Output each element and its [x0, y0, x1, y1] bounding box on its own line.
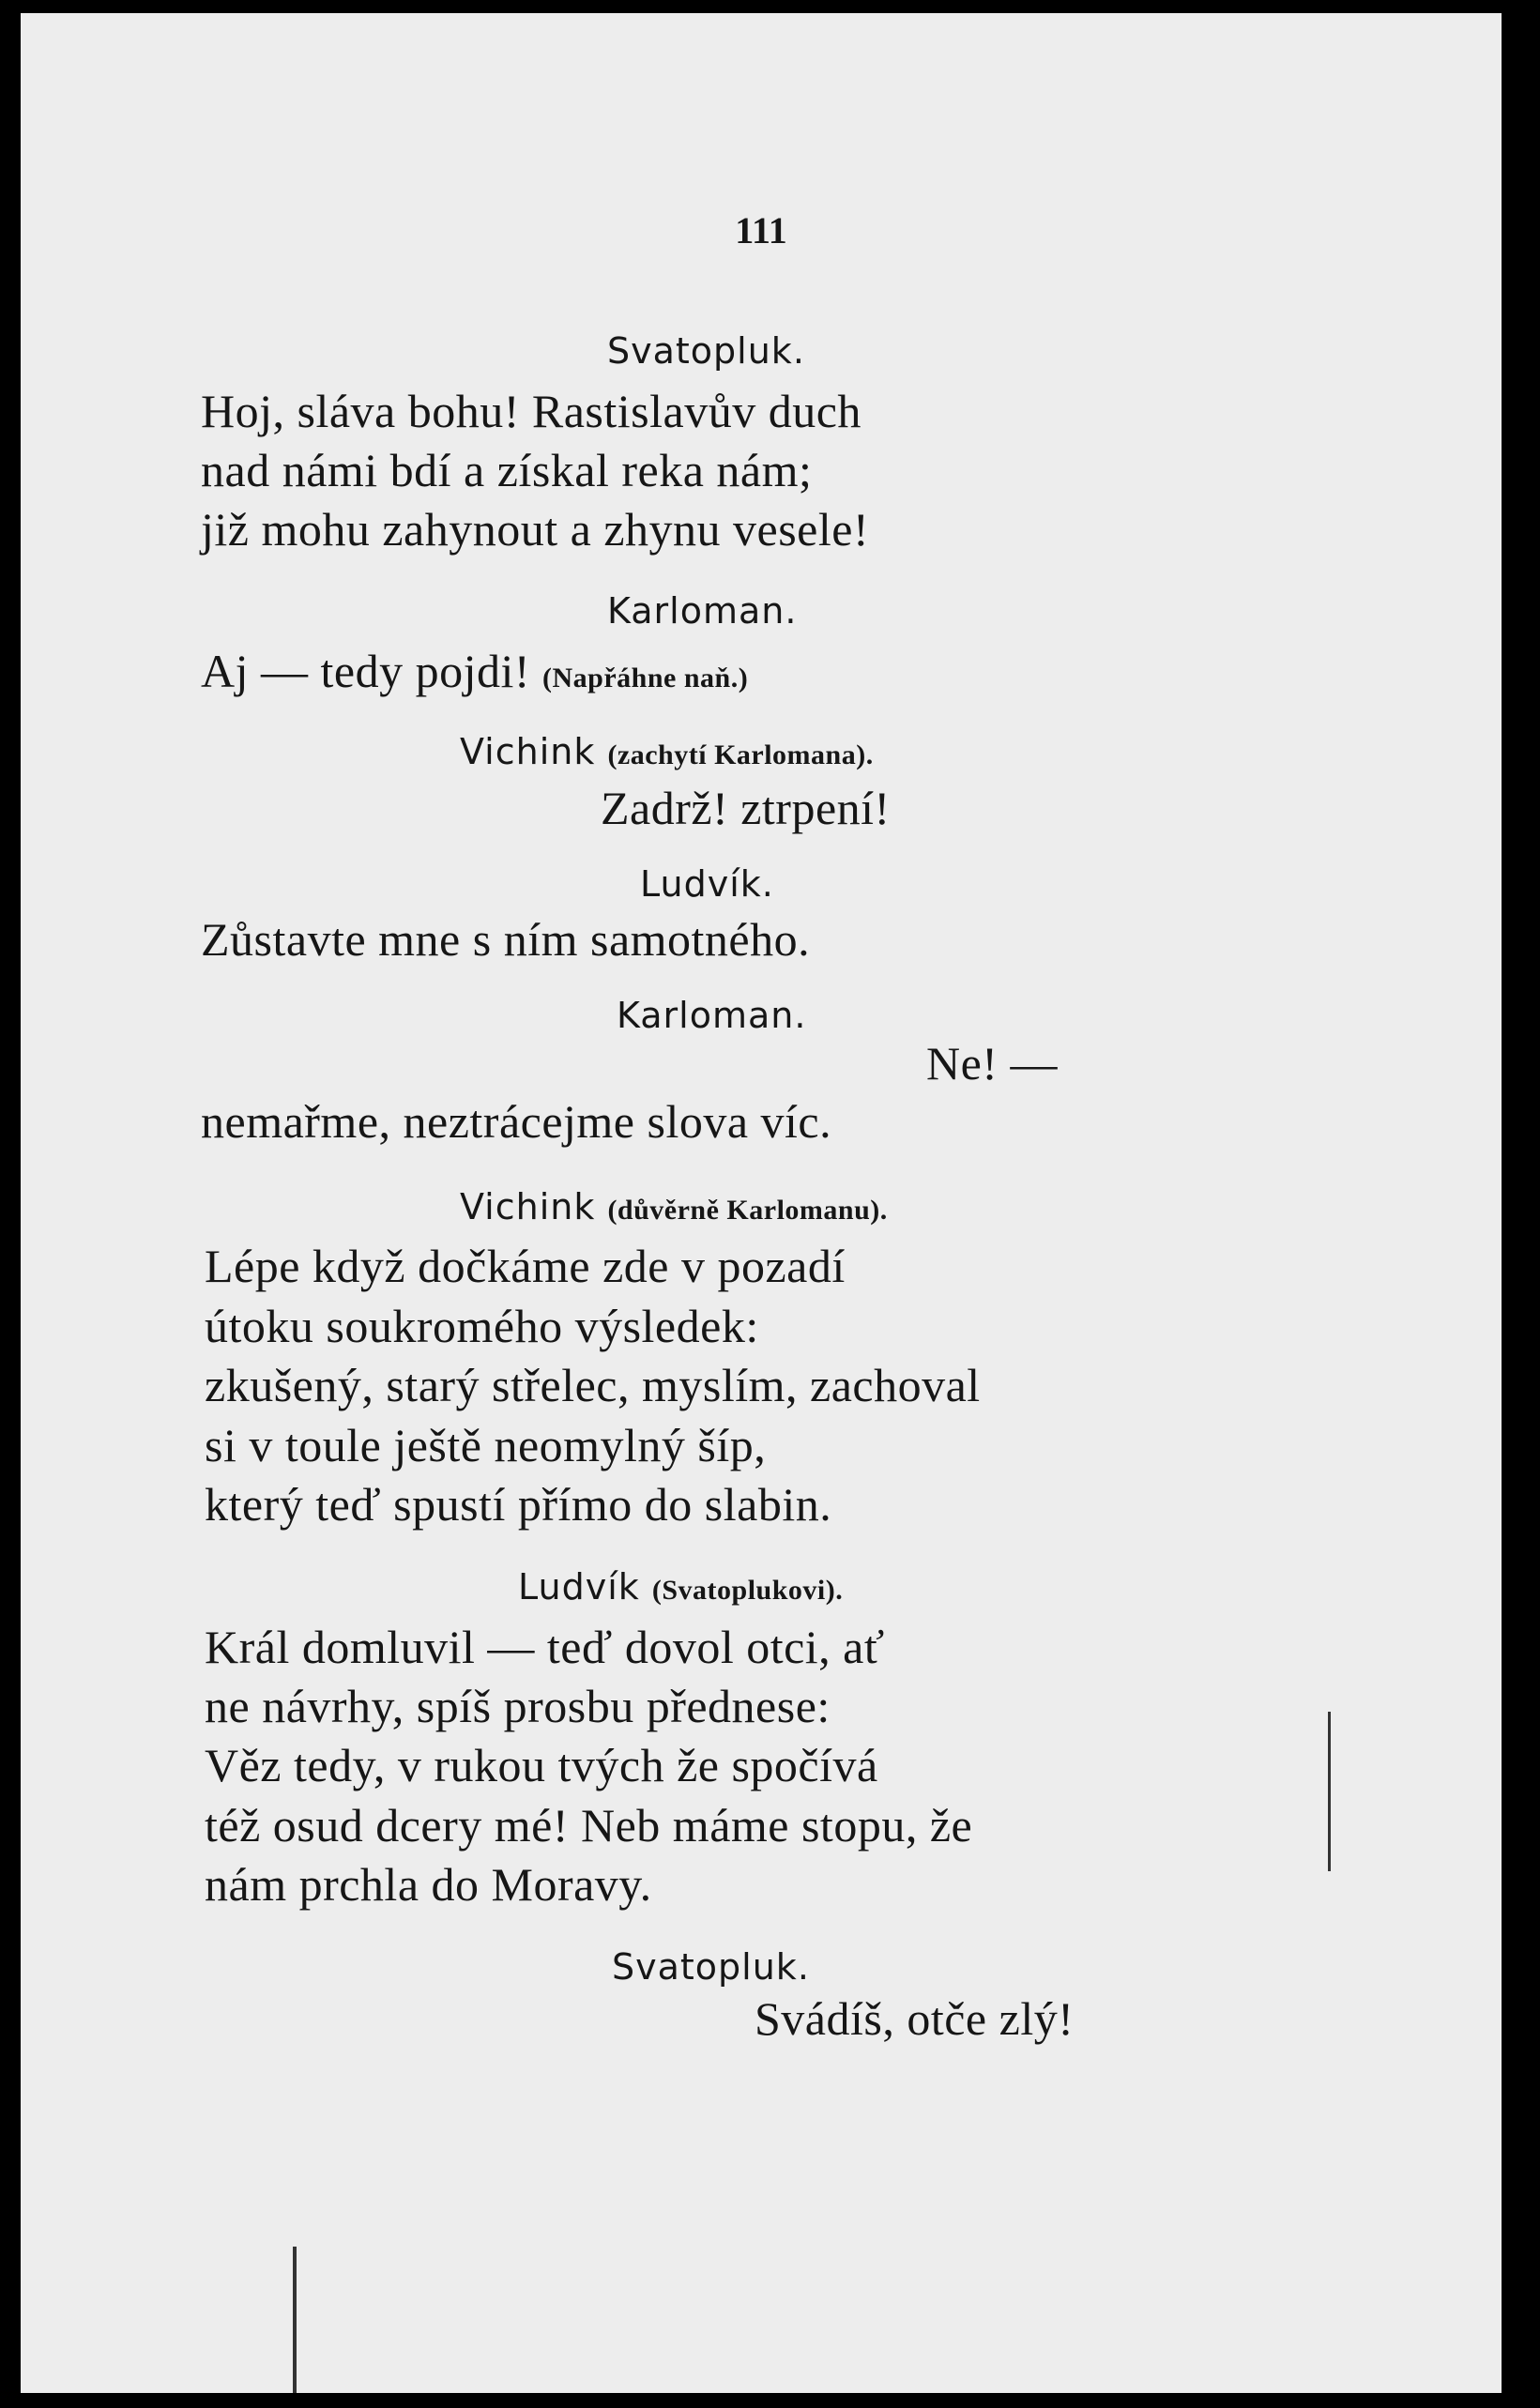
verse-line: zkušený, starý střelec, myslím, zachoval [205, 1359, 981, 1411]
speaker-name: Vichink [460, 1186, 596, 1227]
stage-direction: (Napřáhne naň.) [542, 663, 749, 693]
verse-line: Věz tedy, v rukou tvých že spočívá [205, 1739, 878, 1791]
verse-line: Zůstavte mne s ním samotného. [201, 913, 811, 966]
speaker-heading [518, 1566, 843, 1608]
verse-line: si v toule ještě neomylný šíp, [205, 1419, 767, 1471]
verse-line: Král domluvil — teď dovol otci, ať [205, 1621, 885, 1673]
scan-mark [1328, 1712, 1331, 1871]
stage-direction: (Svatoplukovi). [651, 1575, 844, 1606]
verse-line: útoku soukromého výsledek: [205, 1300, 759, 1352]
verse-line: též osud dcery mé! Neb máme stopu, že [205, 1799, 973, 1852]
verse-line: ne návrhy, spíš prosbu přednese: [205, 1680, 831, 1732]
verse-text: Aj — tedy pojdi! [201, 645, 531, 697]
speaker-name: Karloman. [617, 995, 807, 1036]
verse-line: Svádíš, otče zlý! [755, 1992, 1075, 2045]
verse-line: Ne! — [926, 1037, 1058, 1090]
speaker-name: Ludvík. [640, 863, 774, 905]
stage-direction: (zachytí Karlomana). [607, 739, 874, 770]
verse-line: již mohu zahynout a zhynu vesele! [201, 503, 870, 556]
verse-line: který teď spustí přímo do slabin. [205, 1478, 832, 1531]
speaker-name: Karloman. [607, 590, 798, 632]
speaker-name: Svatopluk. [612, 1946, 810, 1988]
verse-line: nemařme, neztrácejme slova víc. [201, 1095, 832, 1148]
speaker-name: Vichink [460, 731, 596, 772]
speaker-heading [460, 731, 874, 772]
speaker-name: Ludvík [518, 1566, 640, 1608]
verse-line: Zadrž! ztrpení! [601, 782, 891, 834]
page-number: 111 [735, 209, 787, 251]
scan-mark [293, 2247, 297, 2393]
verse-line: Lépe když dočkáme zde v pozadí [205, 1240, 846, 1292]
verse-line: nám prchla do Moravy. [205, 1858, 652, 1911]
speaker-heading [460, 1186, 888, 1227]
book-page [21, 13, 1502, 2393]
stage-direction: (důvěrně Karlomanu). [607, 1195, 888, 1226]
speaker-name: Svatopluk. [607, 330, 805, 372]
verse-line: nad námi bdí a získal reka nám; [201, 444, 813, 496]
verse-line: Hoj, sláva bohu! Rastislavův duch [201, 385, 861, 437]
verse-line [201, 644, 748, 698]
